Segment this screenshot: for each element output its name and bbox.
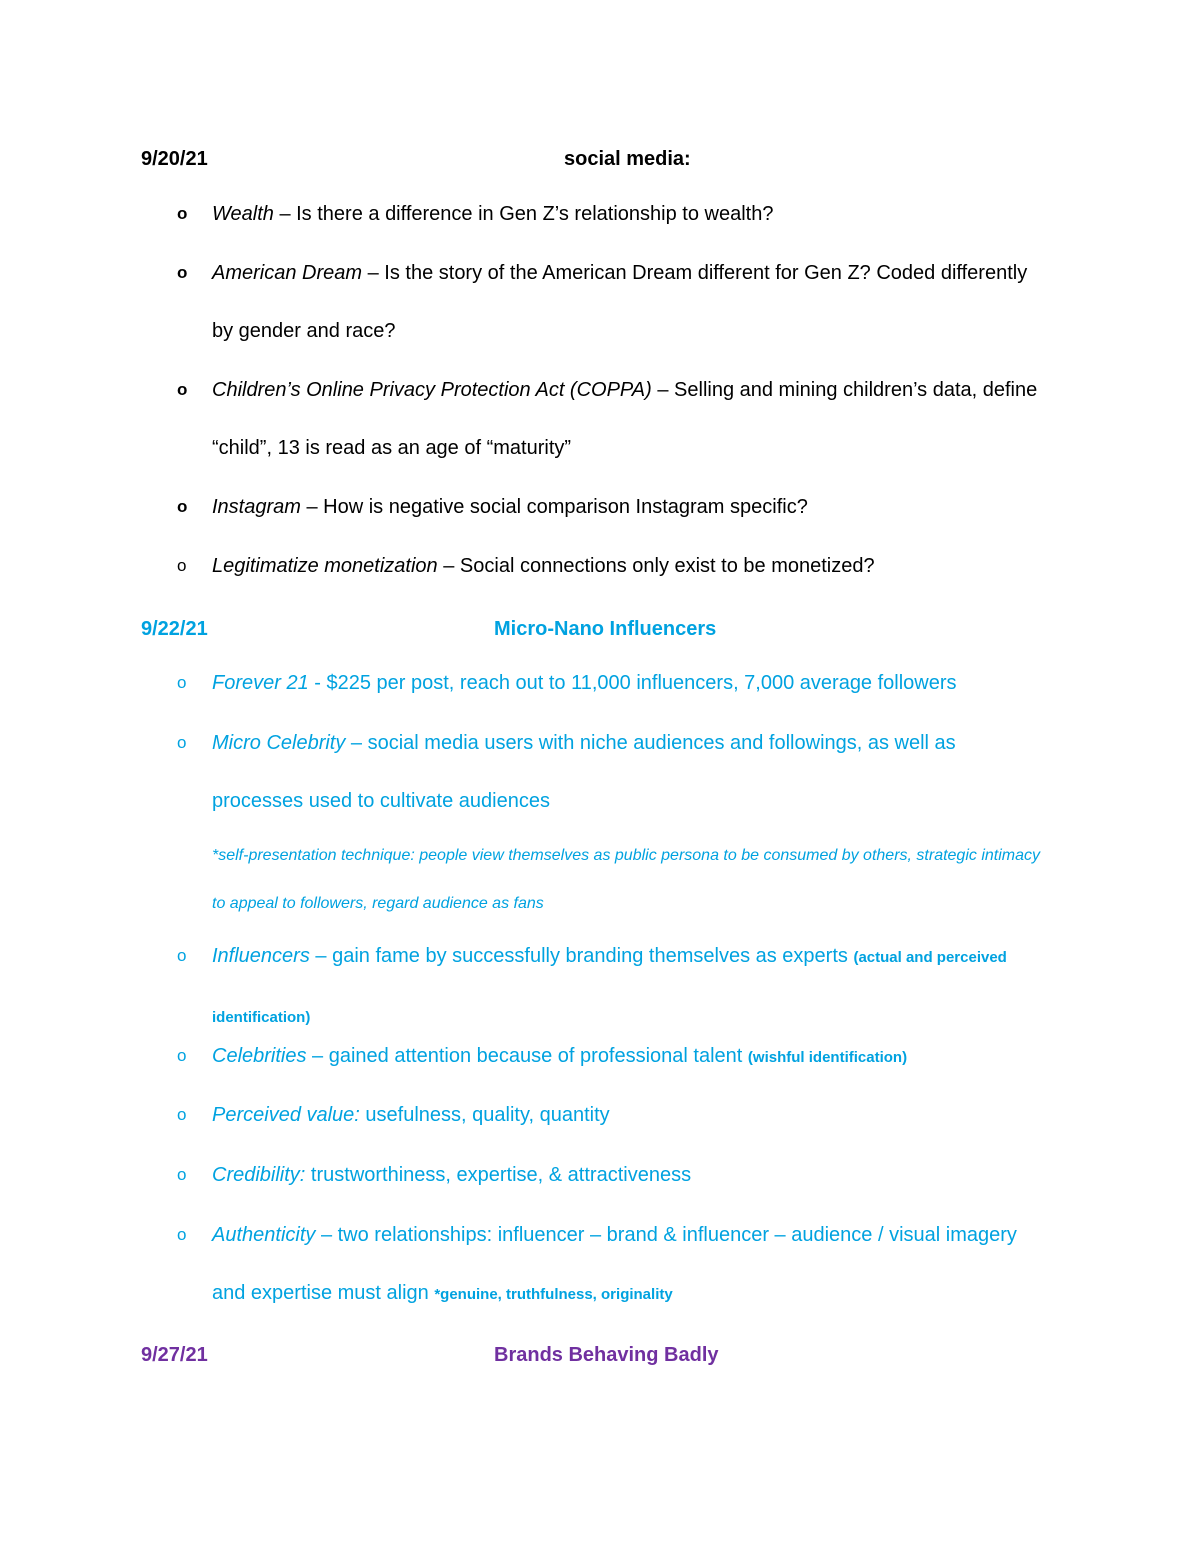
item-text: – Social connections only exist to be monetized? xyxy=(437,555,875,577)
item-small-note: *genuine, truthfulness, originality xyxy=(434,1286,673,1303)
list-item xyxy=(177,714,1052,830)
section-date: 9/22/21 xyxy=(141,618,208,640)
bullet-icon: o xyxy=(177,733,187,752)
bullet-icon: o xyxy=(177,1165,187,1184)
item-term: Children’s Online Privacy Protection Act (COPPA) xyxy=(212,379,652,401)
item-text: – Is the story of the American Dream different for Gen Z? Coded differently by gender and race? xyxy=(212,262,1028,342)
list-item xyxy=(177,478,1052,536)
list-item xyxy=(177,537,1052,595)
item-text: - $225 per post, reach out to 11,000 influencers, 7,000 average followers xyxy=(308,672,957,694)
list-item xyxy=(177,1086,1052,1144)
item-text: – social media users with niche audiences and followings, as well as processes used to cultivate audiences xyxy=(212,732,956,812)
bullet-icon: o xyxy=(177,556,187,575)
list-item xyxy=(177,1206,1052,1324)
section-title: Brands Behaving Badly xyxy=(494,1344,719,1366)
item-term: Legitimatize monetization xyxy=(212,555,438,577)
item-small-note: (wishful identification) xyxy=(747,1049,908,1066)
item-note: *self-presentation technique: people view themselves as public persona to be consumed by others, strategic intimacy to appeal to followers, regard audience as fans xyxy=(212,847,1041,912)
item-text: usefulness, quality, quantity xyxy=(359,1104,610,1126)
item-text: – gain fame by successfully branding themselves as experts xyxy=(309,945,854,967)
item-term: Perceived value: xyxy=(212,1104,360,1126)
list-item xyxy=(177,185,1052,243)
bullet-icon: o xyxy=(177,673,187,692)
bullet-icon: o xyxy=(177,204,188,223)
item-term: Instagram xyxy=(212,496,301,518)
bullet-icon: o xyxy=(177,1225,187,1244)
section-date: 9/20/21 xyxy=(141,148,208,170)
list-item xyxy=(177,244,1052,360)
bullet-icon: o xyxy=(177,380,188,399)
item-term: Influencers xyxy=(212,945,310,967)
item-term: American Dream xyxy=(212,262,363,284)
bullet-icon: o xyxy=(177,263,188,282)
section-title: social media: xyxy=(564,148,691,170)
item-term: Celebrities xyxy=(212,1045,307,1067)
item-term: Forever 21 xyxy=(212,672,309,694)
item-term: Credibility: xyxy=(212,1164,306,1186)
item-text: – How is negative social comparison Instagram specific? xyxy=(300,496,808,518)
bullet-icon: o xyxy=(177,1046,187,1065)
bullet-icon: o xyxy=(177,497,188,516)
item-term: Wealth xyxy=(212,203,274,225)
item-term: Authenticity xyxy=(212,1224,316,1246)
section-heading xyxy=(141,1338,1061,1372)
item-text: – Is there a difference in Gen Z’s relationship to wealth? xyxy=(273,203,774,225)
item-term: Micro Celebrity xyxy=(212,732,346,754)
bullet-icon: o xyxy=(177,1105,187,1124)
section-date: 9/27/21 xyxy=(141,1344,208,1366)
bullet-icon: o xyxy=(177,946,187,965)
list-item xyxy=(177,1027,1052,1087)
item-small-note: (actual and perceived identification) xyxy=(212,949,1007,1026)
item-text: trustworthiness, expertise, & attractiveness xyxy=(305,1164,692,1186)
item-text: – two relationships: influencer – brand & influencer – audience / visual imagery and expertise must align xyxy=(212,1224,1017,1304)
list-item xyxy=(177,361,1052,477)
section-heading xyxy=(141,612,1061,646)
item-text: – Selling and mining children’s data, define “child”, 13 is read as an age of “maturity” xyxy=(212,379,1038,459)
list-item xyxy=(177,654,1052,712)
section-heading xyxy=(141,142,1061,176)
section-title: Micro-Nano Influencers xyxy=(494,618,717,640)
item-text: – gained attention because of professional talent xyxy=(306,1045,748,1067)
list-item xyxy=(177,1146,1052,1204)
